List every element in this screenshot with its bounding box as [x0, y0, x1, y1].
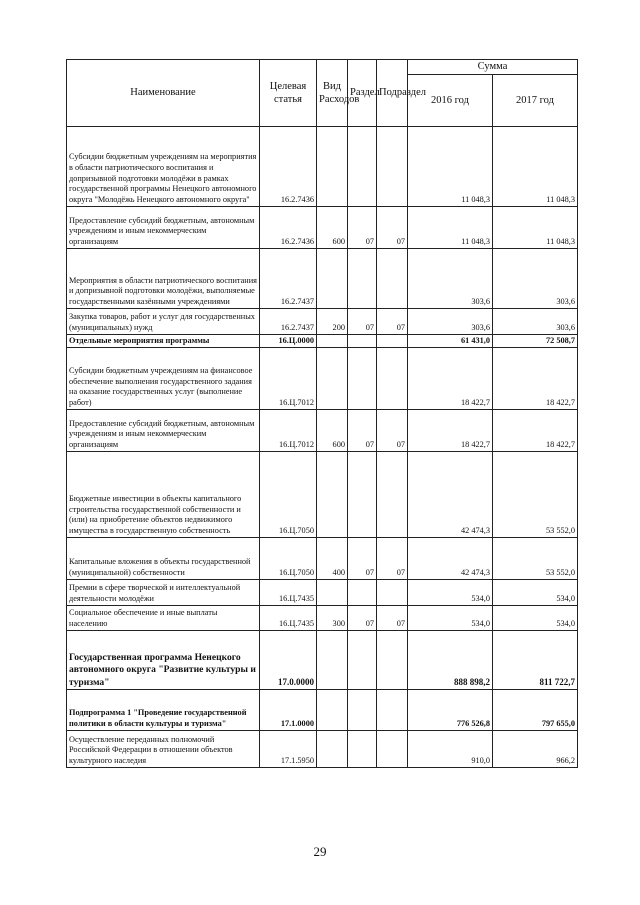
row-sum-2016-cell: 61 431,0: [408, 335, 493, 348]
row-sum-2017-cell: 53 552,0: [493, 452, 578, 538]
row-sum-2016-cell: 910,0: [408, 731, 493, 768]
row-sum-2016-cell: 18 422,7: [408, 410, 493, 452]
row-code-cell: 17.1.0000: [260, 690, 317, 731]
row-section-cell: [348, 580, 377, 606]
header-section: Раздел: [348, 60, 377, 127]
row-sum-2017-cell: 811 722,7: [493, 631, 578, 690]
row-expense-type-cell: 600: [317, 410, 348, 452]
row-section-cell: 07: [348, 207, 377, 249]
row-name-cell: Мероприятия в области патриотического воспитания и допризывной подготовки молодёжи, выполняемые государственными казёнными учреждениями: [67, 249, 260, 309]
row-expense-type-cell: [317, 631, 348, 690]
table-row: [67, 690, 578, 731]
table-row: [67, 580, 578, 606]
row-sum-2017-cell: 534,0: [493, 580, 578, 606]
table-row: [67, 631, 578, 690]
row-subsection-cell: [377, 335, 408, 348]
table-row: [67, 731, 578, 768]
row-code-cell: 16.Ц.7012: [260, 348, 317, 410]
row-sum-2016-cell: 776 526,8: [408, 690, 493, 731]
row-expense-type-cell: [317, 731, 348, 768]
row-section-cell: [348, 249, 377, 309]
row-subsection-cell: 07: [377, 207, 408, 249]
row-expense-type-cell: [317, 335, 348, 348]
row-expense-type-cell: 600: [317, 207, 348, 249]
row-sum-2016-cell: 534,0: [408, 606, 493, 631]
row-section-cell: 07: [348, 538, 377, 580]
header-sum: Сумма: [408, 60, 578, 75]
row-expense-type-cell: 400: [317, 538, 348, 580]
row-subsection-cell: [377, 731, 408, 768]
table-row: [67, 249, 578, 309]
row-subsection-cell: 07: [377, 606, 408, 631]
row-subsection-cell: [377, 580, 408, 606]
table-row: [67, 452, 578, 538]
row-section-cell: 07: [348, 410, 377, 452]
row-sum-2016-cell: 303,6: [408, 309, 493, 335]
row-name-cell: Премии в сфере творческой и интеллектуальной деятельности молодёжи: [67, 580, 260, 606]
row-code-cell: 16.Ц.7050: [260, 452, 317, 538]
row-section-cell: [348, 348, 377, 410]
row-expense-type-cell: [317, 452, 348, 538]
row-expense-type-cell: [317, 690, 348, 731]
row-section-cell: [348, 335, 377, 348]
row-expense-type-cell: [317, 249, 348, 309]
row-section-cell: [348, 631, 377, 690]
row-expense-type-cell: [317, 127, 348, 207]
row-code-cell: 16.2.7437: [260, 309, 317, 335]
row-sum-2016-cell: 42 474,3: [408, 538, 493, 580]
row-section-cell: [348, 731, 377, 768]
row-subsection-cell: 07: [377, 538, 408, 580]
row-code-cell: 16.Ц.7435: [260, 580, 317, 606]
row-subsection-cell: [377, 348, 408, 410]
row-subsection-cell: 07: [377, 309, 408, 335]
row-code-cell: 16.2.7437: [260, 249, 317, 309]
row-sum-2016-cell: 303,6: [408, 249, 493, 309]
row-sum-2017-cell: 18 422,7: [493, 348, 578, 410]
row-code-cell: 16.Ц.0000: [260, 335, 317, 348]
row-sum-2017-cell: 303,6: [493, 249, 578, 309]
row-expense-type-cell: [317, 348, 348, 410]
table-row: [67, 538, 578, 580]
row-name-cell: Предоставление субсидий бюджетным, автономным учреждениям и иным некоммерческим организациям: [67, 207, 260, 249]
row-code-cell: 17.0.0000: [260, 631, 317, 690]
budget-table: [66, 59, 578, 768]
row-sum-2017-cell: 11 048,3: [493, 207, 578, 249]
header-subsection: Подраздел: [377, 60, 408, 127]
row-sum-2017-cell: 303,6: [493, 309, 578, 335]
row-sum-2017-cell: 797 655,0: [493, 690, 578, 731]
row-expense-type-cell: 200: [317, 309, 348, 335]
row-code-cell: 16.Ц.7050: [260, 538, 317, 580]
row-name-cell: Государственная программа Ненецкого автономного округа "Развитие культуры и туризма": [67, 631, 260, 690]
row-sum-2017-cell: 11 048,3: [493, 127, 578, 207]
row-sum-2017-cell: 72 508,7: [493, 335, 578, 348]
row-name-cell: Субсидии бюджетным учреждениям на финансовое обеспечение выполнения государственного задания на оказание государственных услуг (выполнение работ): [67, 348, 260, 410]
row-name-cell: Предоставление субсидий бюджетным, автономным учреждениям и иным некоммерческим организациям: [67, 410, 260, 452]
row-name-cell: Осуществление переданных полномочий Российской Федерации в отношении объектов культурного наследия: [67, 731, 260, 768]
row-name-cell: Отдельные мероприятия программы: [67, 335, 260, 348]
row-section-cell: [348, 127, 377, 207]
table-row: [67, 410, 578, 452]
row-sum-2017-cell: 534,0: [493, 606, 578, 631]
table-row: [67, 348, 578, 410]
table-row: [67, 335, 578, 348]
row-subsection-cell: [377, 690, 408, 731]
row-sum-2016-cell: 11 048,3: [408, 127, 493, 207]
row-code-cell: 16.Ц.7435: [260, 606, 317, 631]
row-sum-2016-cell: 18 422,7: [408, 348, 493, 410]
row-section-cell: 07: [348, 309, 377, 335]
row-code-cell: 16.2.7436: [260, 207, 317, 249]
header-year-2017: 2017 год: [493, 75, 578, 127]
row-name-cell: Подпрограмма 1 "Проведение государственной политики в области культуры и туризма": [67, 690, 260, 731]
row-name-cell: Закупка товаров, работ и услуг для государственных (муниципальных) нужд: [67, 309, 260, 335]
row-subsection-cell: 07: [377, 410, 408, 452]
header-year-2016: 2016 год: [408, 75, 493, 127]
table-body: [67, 127, 578, 768]
row-sum-2017-cell: 966,2: [493, 731, 578, 768]
row-expense-type-cell: 300: [317, 606, 348, 631]
row-sum-2016-cell: 888 898,2: [408, 631, 493, 690]
row-sum-2017-cell: 18 422,7: [493, 410, 578, 452]
row-subsection-cell: [377, 127, 408, 207]
row-name-cell: Социальное обеспечение и иные выплаты населению: [67, 606, 260, 631]
table-row: [67, 127, 578, 207]
row-section-cell: 07: [348, 606, 377, 631]
row-code-cell: 16.Ц.7012: [260, 410, 317, 452]
table-row: [67, 606, 578, 631]
row-sum-2016-cell: 534,0: [408, 580, 493, 606]
row-code-cell: 16.2.7436: [260, 127, 317, 207]
row-sum-2017-cell: 53 552,0: [493, 538, 578, 580]
row-name-cell: Бюджетные инвестиции в объекты капитального строительства государственной собственности и (или) на приобретение объектов недвижимого имущества в государственную собственность: [67, 452, 260, 538]
page-number: 29: [313, 844, 327, 859]
row-name-cell: Субсидии бюджетным учреждениям на мероприятия в области патриотического воспитания и допризывной подготовки молодёжи в рамках государственной программы Ненецкого автономного округа "Молодёжь Ненецкого автономного округа": [67, 127, 260, 207]
row-section-cell: [348, 690, 377, 731]
table-row: [67, 207, 578, 249]
row-subsection-cell: [377, 452, 408, 538]
row-code-cell: 17.1.5950: [260, 731, 317, 768]
header-target-article: Целевая статья: [260, 60, 317, 127]
header-name: Наименование: [67, 60, 260, 127]
row-expense-type-cell: [317, 580, 348, 606]
row-subsection-cell: [377, 249, 408, 309]
row-sum-2016-cell: 11 048,3: [408, 207, 493, 249]
row-name-cell: Капитальные вложения в объекты государственной (муниципальной) собственности: [67, 538, 260, 580]
header-expense-type: Вид Расходов: [317, 60, 348, 127]
table-row: [67, 309, 578, 335]
row-sum-2016-cell: 42 474,3: [408, 452, 493, 538]
row-subsection-cell: [377, 631, 408, 690]
row-section-cell: [348, 452, 377, 538]
